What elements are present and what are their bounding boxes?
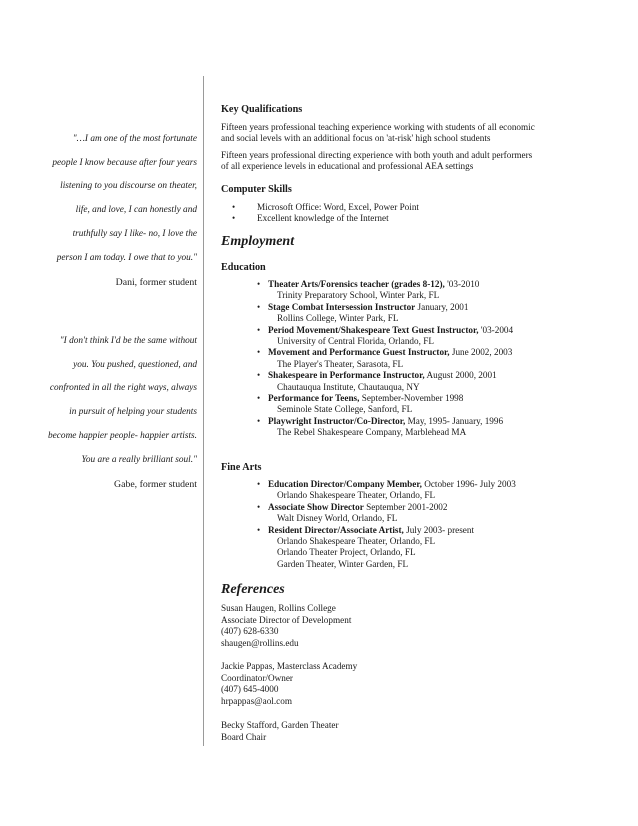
job-date: October 1996- July 2003 — [421, 479, 516, 489]
job-title: Playwright Instructor/Co-Director, — [268, 415, 406, 426]
job-org: Orlando Shakespeare Theater, Orlando, FL — [277, 536, 436, 547]
reference-line: Board Chair — [221, 731, 267, 742]
job-date: '03-2010 — [444, 279, 480, 289]
job-title: Movement and Performance Guest Instructor, — [268, 347, 450, 358]
quote-line: truthfully say I like- no, I love the — [72, 228, 197, 239]
job-date: September 2001-2002 — [363, 501, 448, 512]
references-heading: References — [221, 582, 285, 597]
job-org: University of Central Florida, Orlando, FL — [277, 336, 434, 347]
job-entry — [221, 370, 616, 393]
quote-line: "…I am one of the most fortunate — [72, 134, 197, 144]
job-entry — [221, 393, 616, 416]
education-jobs — [221, 279, 616, 439]
reference-entry — [221, 720, 339, 743]
list-item: • Excellent knowledge of the Internet — [221, 213, 616, 224]
quote-attribution: Dani, former student — [115, 277, 197, 289]
list-item: • Microsoft Office: Word, Excel, Power Point — [221, 202, 616, 213]
testimonial-quote — [40, 330, 197, 492]
job-entry — [221, 279, 616, 302]
job-date: '03-2004 — [478, 324, 514, 335]
job-title: Theater Arts/Forensics teacher (grades 8-12), — [268, 279, 445, 289]
job-org: Orlando Theater Project, Orlando, FL — [277, 547, 416, 558]
computer-skills-heading: Computer Skills — [221, 184, 292, 195]
job-title: Resident Director/Associate Artist, — [268, 524, 404, 535]
job-entry — [221, 479, 616, 502]
reference-entry — [221, 603, 351, 649]
reference-line: Susan Haugen, Rollins College — [221, 603, 336, 613]
job-org: Seminole State College, Sanford, FL — [277, 404, 413, 415]
quote-line: listening to you discourse on theater, — [60, 181, 197, 192]
quote-attribution: Gabe, former student — [114, 479, 197, 491]
reference-line: Associate Director of Development — [221, 614, 352, 625]
job-date: August 2000, 2001 — [424, 370, 497, 381]
column-divider — [203, 76, 204, 746]
qualification-item: Fifteen years professional teaching experience working with students of all economic and social levels with an additional focus on 'at-risk' high school students — [221, 122, 535, 144]
computer-skills-list — [221, 202, 616, 225]
reference-line: Jackie Pappas, Masterclass Academy — [221, 661, 358, 671]
job-title: Performance for Teens, — [268, 393, 360, 404]
reference-email: hrpappas@aol.com — [221, 695, 292, 706]
job-title: Period Movement/Shakespeare Text Guest Instructor, — [268, 324, 479, 335]
testimonials-column — [40, 128, 197, 491]
reference-line: Coordinator/Owner — [221, 672, 293, 683]
key-qualifications-heading: Key Qualifications — [221, 104, 303, 115]
qualification-item: Fifteen years professional directing experience with both youth and adult performers of all experience levels in educational and professional AEA settings — [221, 150, 533, 172]
quote-line: You are a really brilliant soul." — [81, 454, 197, 465]
job-title: Education Director/Company Member, — [268, 479, 422, 489]
job-org: Chautauqua Institute, Chautauqua, NY — [277, 381, 420, 392]
job-org: Rollins College, Winter Park, FL — [277, 313, 399, 324]
reference-line: (407) 645-4000 — [221, 684, 279, 694]
quote-line: person I am today. I owe that to you." — [56, 252, 197, 263]
fine-arts-subheading: Fine Arts — [221, 462, 262, 473]
job-org: The Player's Theater, Sarasota, FL — [277, 358, 404, 369]
job-entry — [221, 416, 616, 439]
job-org: Garden Theater, Winter Garden, FL — [277, 558, 409, 569]
job-date: July 2003- present — [403, 524, 474, 535]
reference-email: shaugen@rollins.edu — [221, 637, 299, 648]
job-org: The Rebel Shakespeare Company, Marblehead MA — [277, 427, 467, 438]
reference-entry — [221, 661, 357, 707]
job-date: May, 1995- January, 1996 — [405, 415, 504, 426]
job-entry — [221, 302, 616, 325]
job-date: June 2002, 2003 — [449, 347, 513, 358]
job-date: January, 2001 — [415, 301, 469, 312]
testimonial-quote — [40, 128, 197, 290]
fine-arts-jobs — [221, 479, 616, 570]
job-org: Orlando Shakespeare Theater, Orlando, FL — [277, 490, 436, 501]
quote-line: become happier people- happier artists. — [48, 430, 197, 441]
reference-line: (407) 628-6330 — [221, 626, 279, 636]
quote-line: "I don't think I'd be the same without — [59, 336, 197, 346]
education-subheading: Education — [221, 262, 266, 273]
job-entry — [221, 525, 616, 571]
job-title: Associate Show Director — [268, 501, 364, 512]
employment-heading: Employment — [221, 234, 295, 249]
job-title: Stage Combat Intersession Instructor — [268, 301, 416, 312]
job-title: Shakespeare in Performance Instructor, — [268, 370, 425, 381]
quote-line: in pursuit of helping your students — [69, 407, 197, 418]
job-entry — [221, 347, 616, 370]
quote-line: confronted in all the right ways, always — [49, 383, 197, 394]
job-org: Trinity Preparatory School, Winter Park, FL — [277, 290, 440, 301]
quote-line: life, and love, I can honestly and — [75, 205, 197, 216]
quote-line: people I know because after four years — [52, 157, 197, 168]
job-entry — [221, 502, 616, 525]
quote-line: you. You pushed, questioned, and — [73, 359, 197, 370]
job-entry — [221, 325, 616, 348]
job-org: Walt Disney World, Orlando, FL — [277, 513, 398, 524]
reference-line: Becky Stafford, Garden Theater — [221, 720, 339, 730]
job-date: September-November 1998 — [359, 393, 464, 404]
